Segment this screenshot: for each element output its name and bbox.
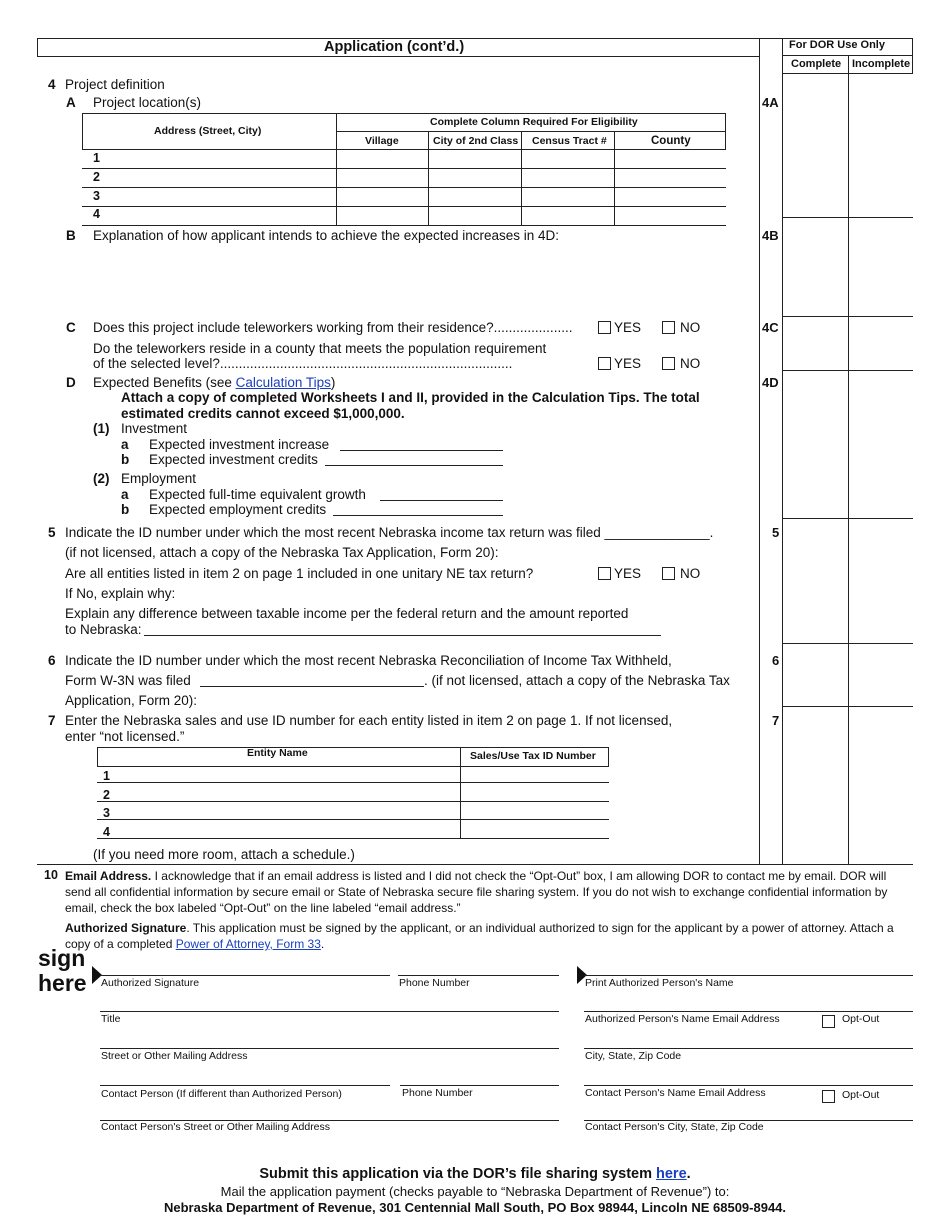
sub-letter-b: b — [121, 502, 130, 517]
submit-instruction: Submit this application via the DOR’s file sharing system here. — [259, 1166, 691, 1182]
column-header-sales-tax-id: Sales/Use Tax ID Number — [470, 750, 596, 762]
table-row-number: 4 — [103, 825, 110, 839]
table-row-number: 3 — [103, 806, 110, 820]
opt-out-label: Opt-Out — [842, 1013, 880, 1025]
city-state-zip-label: City, State, Zip Code — [585, 1050, 682, 1062]
dor-tag-7: 7 — [772, 713, 780, 728]
sub-letter-a: a — [121, 487, 129, 502]
item-number-5: 5 — [48, 525, 56, 540]
item-number-10: 10 — [44, 868, 58, 882]
table-row-number: 3 — [93, 189, 100, 203]
print-name-label: Print Authorized Person's Name — [585, 977, 734, 989]
income-difference-prompt: Explain any difference between taxable income per the federal return and the amount reported — [65, 606, 629, 621]
no-label: NO — [680, 356, 701, 371]
teleworkers-yes-checkbox[interactable] — [598, 321, 611, 334]
item-letter-b: B — [66, 228, 76, 243]
contact-phone-label: Phone Number — [402, 1087, 473, 1099]
sales-tax-id-prompt: Enter the Nebraska sales and use ID number for each entity listed in item 2 on page 1. If not licensed, — [65, 713, 673, 728]
dor-tag-4b: 4B — [762, 228, 779, 243]
title-label: Title — [101, 1013, 121, 1025]
item-number-6: 6 — [48, 653, 56, 668]
column-header-county: County — [651, 135, 691, 147]
title-line[interactable] — [100, 1011, 559, 1012]
no-label: NO — [680, 566, 701, 581]
population-question: Do the teleworkers reside in a county that meets the population requirement — [93, 341, 547, 356]
power-of-attorney-link[interactable]: Power of Attorney, Form 33 — [175, 937, 321, 951]
contact-email-label: Contact Person's Name Email Address — [585, 1087, 766, 1099]
item-letter-a: A — [66, 95, 76, 110]
investment-increase-field[interactable] — [340, 450, 503, 451]
dor-tag-4a: 4A — [762, 95, 779, 110]
employment-heading: Employment — [121, 471, 197, 486]
table-row-number: 1 — [103, 769, 110, 783]
incomplete-column-header: Incomplete — [852, 58, 911, 70]
investment-credits-label: Expected investment credits — [149, 452, 318, 467]
calculation-tips-link[interactable]: Calculation Tips — [235, 375, 331, 390]
opt-out-checkbox[interactable] — [822, 1090, 835, 1103]
employment-credits-label: Expected employment credits — [149, 502, 327, 517]
unitary-return-question: Are all entities listed in item 2 on page 1 included in one unitary NE tax return? — [65, 566, 534, 581]
worksheet-instruction-cont: estimated credits cannot exceed $1,000,000. — [121, 406, 405, 421]
if-no-explain: If No, explain why: — [65, 586, 176, 601]
w3n-note: . (if not licensed, attach a copy of the Nebraska Tax — [424, 673, 730, 688]
w3n-id-field[interactable] — [200, 686, 424, 687]
population-no-checkbox[interactable] — [662, 357, 675, 370]
complete-column-header: Complete — [791, 58, 842, 70]
street-address-label: Street or Other Mailing Address — [101, 1050, 248, 1062]
expected-benefits-heading: Expected Benefits (see Calculation Tips) — [93, 375, 336, 390]
employment-credits-field[interactable] — [333, 515, 503, 516]
mailing-address: Nebraska Department of Revenue, 301 Centennial Mall South, PO Box 98944, Lincoln NE 68509-8944. — [163, 1200, 787, 1215]
authorized-signature-label: Authorized Signature — [101, 977, 200, 989]
column-group-header: Complete Column Required For Eligibility — [430, 116, 638, 128]
unitary-no-checkbox[interactable] — [662, 567, 675, 580]
column-header-entity-name: Entity Name — [247, 747, 308, 759]
teleworkers-question: Does this project include teleworkers working from their residence?..................... — [93, 320, 573, 335]
fte-growth-label: Expected full-time equivalent growth — [149, 487, 366, 502]
contact-person-label: Contact Person (If different than Authorized Person) — [101, 1088, 342, 1100]
sign-here-label: sign — [38, 945, 86, 971]
population-question-cont: of the selected level?.............................................................................. — [93, 356, 513, 371]
table-row-number: 4 — [93, 207, 100, 221]
project-locations-heading: Project location(s) — [93, 95, 202, 110]
yes-label: YES — [614, 320, 642, 335]
investment-credits-field[interactable] — [325, 465, 503, 466]
item-letter-d: D — [66, 375, 76, 390]
employment-number: (2) — [93, 471, 110, 486]
item-letter-c: C — [66, 320, 76, 335]
yes-label: YES — [614, 356, 642, 371]
contact-person-line[interactable] — [100, 1085, 390, 1086]
table-row-number: 2 — [93, 170, 100, 184]
column-header-city-2nd-class: City of 2nd Class — [433, 135, 519, 147]
unitary-yes-checkbox[interactable] — [598, 567, 611, 580]
authorized-signature-line[interactable] — [100, 975, 390, 976]
not-licensed-note: enter “not licensed.” — [65, 729, 185, 744]
table-row-number: 2 — [103, 788, 110, 802]
investment-number: (1) — [93, 421, 110, 436]
sub-letter-b: b — [121, 452, 130, 467]
no-label: NO — [680, 320, 701, 335]
phone-number-label: Phone Number — [399, 977, 470, 989]
authorized-email-label: Authorized Person's Name Email Address — [585, 1013, 780, 1025]
column-header-address: Address (Street, City) — [154, 125, 262, 137]
contact-city-label: Contact Person's City, State, Zip Code — [585, 1121, 764, 1133]
dor-tag-4c: 4C — [762, 320, 779, 335]
page-title: Application (cont’d.) — [324, 39, 465, 55]
worksheet-instruction: Attach a copy of completed Worksheets I and II, provided in the Calculation Tips. The total — [121, 390, 700, 405]
mail-instruction: Mail the application payment (checks payable to “Nebraska Department of Revenue”) to: — [220, 1184, 730, 1199]
w3n-note-cont: Application, Form 20): — [65, 693, 198, 708]
contact-email-line[interactable] — [584, 1085, 913, 1086]
to-nebraska-label: to Nebraska: — [65, 622, 142, 637]
dor-tag-4d: 4D — [762, 375, 779, 390]
column-header-census-tract: Census Tract # — [532, 135, 607, 147]
item-number-7: 7 — [48, 713, 56, 728]
yes-label: YES — [614, 566, 642, 581]
phone-number-line[interactable] — [398, 975, 559, 976]
contact-street-label: Contact Person's Street or Other Mailing Address — [101, 1121, 331, 1133]
income-tax-id-prompt: Indicate the ID number under which the most recent Nebraska income tax return was filed ______________. — [65, 525, 714, 540]
dor-tag-5: 5 — [772, 525, 780, 540]
city-state-zip-line[interactable] — [584, 1048, 913, 1049]
fte-growth-field[interactable] — [380, 500, 503, 501]
population-yes-checkbox[interactable] — [598, 357, 611, 370]
print-name-line[interactable] — [584, 975, 913, 976]
contact-phone-line[interactable] — [400, 1085, 559, 1086]
opt-out-label: Opt-Out — [842, 1089, 880, 1101]
income-difference-field[interactable] — [144, 635, 661, 636]
explanation-prompt: Explanation of how applicant intends to achieve the expected increases in 4D: — [93, 228, 560, 243]
sub-letter-a: a — [121, 437, 129, 452]
w3n-label: Form W-3N was filed — [65, 673, 191, 688]
sign-here-label: here — [38, 970, 87, 996]
column-header-village: Village — [365, 135, 399, 147]
email-acknowledgement: Email Address. I acknowledge that if an email address is listed and I did not check the “Opt-Out” box, I am allowing DOR to contact me by email. DOR will send all confidential information by secure email or State of Nebraska secure file sharing system. If you do not wish to exchange confidential information by email, check the box labeled “Opt-Out” on the line labeled “email address.” — [65, 869, 888, 915]
dor-use-heading: For DOR Use Only — [789, 39, 885, 51]
item-number-4: 4 — [48, 77, 56, 92]
withholding-id-prompt: Indicate the ID number under which the most recent Nebraska Reconciliation of Income Tax Withheld, — [65, 653, 672, 668]
file-sharing-link[interactable]: here — [656, 1166, 687, 1182]
form-20-note: (if not licensed, attach a copy of the Nebraska Tax Application, Form 20): — [65, 545, 499, 560]
investment-heading: Investment — [121, 421, 188, 436]
dor-tag-6: 6 — [772, 653, 780, 668]
table-row-number: 1 — [93, 151, 100, 165]
authorized-signature-note: Authorized Signature. This application must be signed by the applicant, or an individual authorized to sign for the applicant by a power of attorney. Attach a copy of a completed Power of Attorney, Form 33. — [65, 921, 894, 951]
investment-increase-label: Expected investment increase — [149, 437, 330, 452]
opt-out-checkbox[interactable] — [822, 1015, 835, 1028]
teleworkers-no-checkbox[interactable] — [662, 321, 675, 334]
street-address-line[interactable] — [100, 1048, 559, 1049]
attach-schedule-note: (If you need more room, attach a schedule.) — [93, 847, 355, 862]
authorized-email-line[interactable] — [584, 1011, 913, 1012]
project-definition-heading: Project definition — [65, 77, 165, 92]
